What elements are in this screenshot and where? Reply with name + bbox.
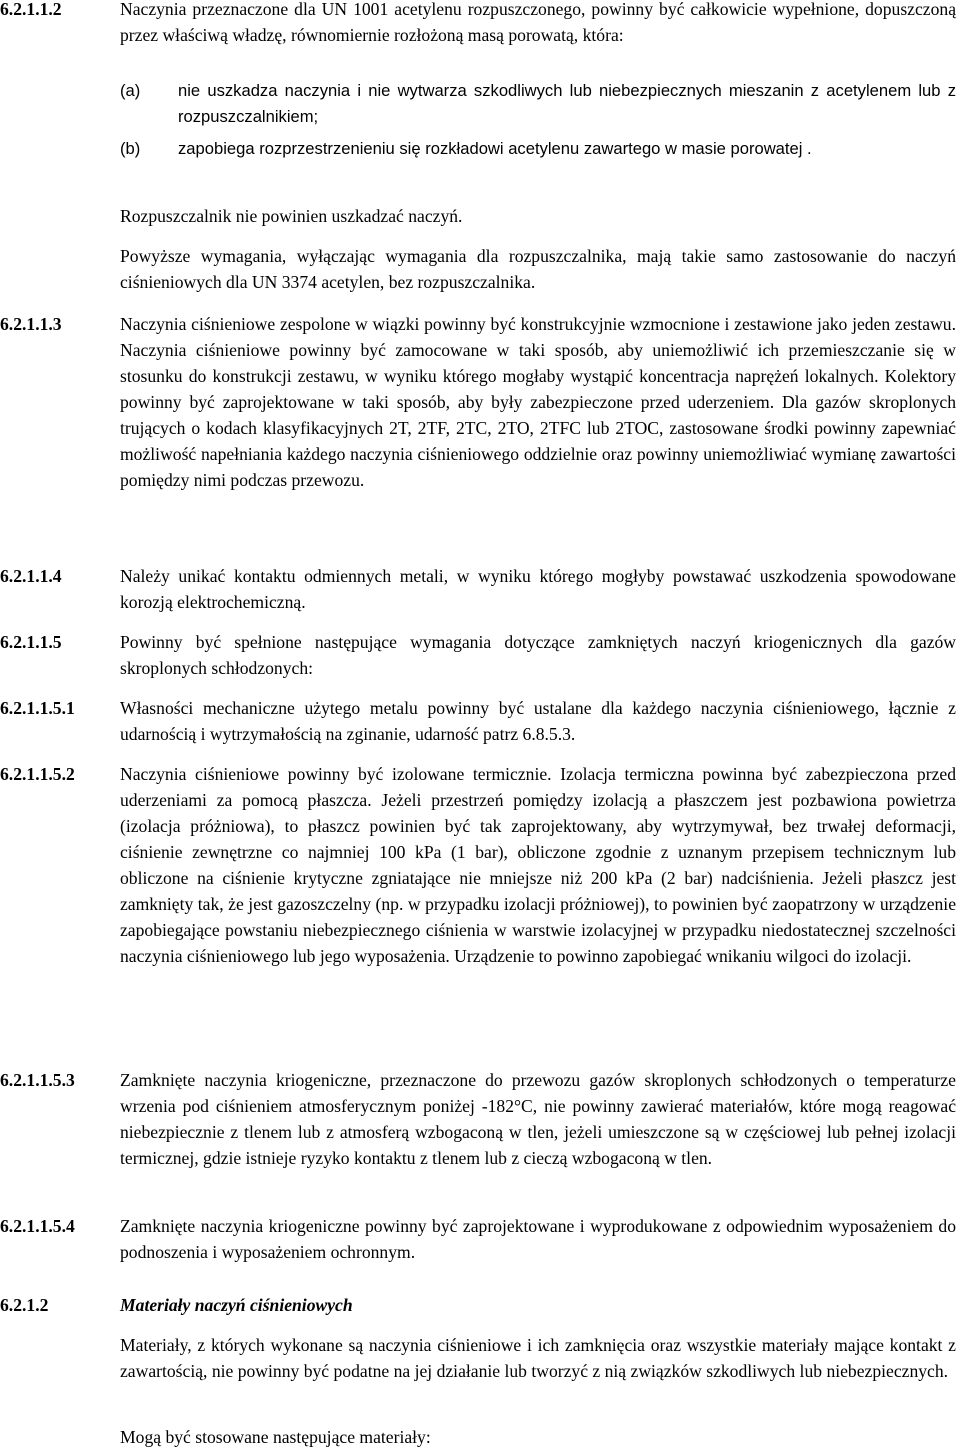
section-number: 6.2.1.1.3 (0, 314, 62, 334)
section-title: Materiały naczyń ciśnieniowych (120, 1295, 353, 1315)
section-text: Zamknięte naczynia kriogeniczne, przeznaczone do przewozu gazów skroplonych schłodzonych o temperaturze wrzenia pod ciśnieniem atmosferycznym poniżej -182°C, nie powinny zawierać materiałów, które mogą reagować niebezpiecznie z tlenem lub z atmosferą wzbogaconą w tlen, jeżeli umieszczone są w częściowej lub pełnej izolacji termicznej, gdzie istnieje ryzyko kontaktu z tlenem lub z cieczą wzbogaconą w tlen. (120, 1070, 956, 1168)
section-number: 6.2.1.1.5.2 (0, 764, 75, 784)
section-number: 6.2.1.1.2 (0, 0, 62, 19)
solvent-paragraph: Rozpuszczalnik nie powinien uszkadzać naczyń. (120, 206, 463, 226)
section-text: Własności mechaniczne użytego metalu powinny być ustalane dla każdego naczynia ciśnieniowego, łącznie z udarnością i wytrzymałością na zginanie, udarność patrz 6.8.5.3. (120, 698, 956, 744)
section-number: 6.2.1.1.5 (0, 632, 62, 652)
section-text: Naczynia przeznaczone dla UN 1001 acetylenu rozpuszczonego, powinny być całkowicie wypełnione, dopuszczoną przez właściwą władzę, równomiernie rozłożoną masą porowatą, która: (120, 0, 956, 45)
materials-paragraph: Materiały, z których wykonane są naczynia ciśnieniowe i ich zamknięcia oraz wszystkie materiały mające kontakt z zawartością, nie powinny być podatne na jej działanie lub tworzyć z nią związków szkodliwych lub niebezpiecznych. (120, 1335, 956, 1381)
list-item-text: nie uszkadza naczynia i nie wytwarza szkodliwych lub niebezpiecznych mieszanin z acetylenem lub z rozpuszczalnikiem; (178, 81, 956, 126)
list-item-text: zapobiega rozprzestrzenieniu się rozkładowi acetylenu zawartego w masie porowatej . (178, 139, 812, 158)
section-text: Zamknięte naczynia kriogeniczne powinny być zaprojektowane i wyprodukowane z odpowiednim wyposażeniem do podnoszenia i wyposażeniem ochronnym. (120, 1216, 956, 1262)
section-text: Powinny być spełnione następujące wymagania dotyczące zamkniętych naczyń kriogenicznych dla gazów skroplonych schłodzonych: (120, 632, 956, 678)
section-number: 6.2.1.1.5.1 (0, 698, 75, 718)
section-text: Należy unikać kontaktu odmiennych metali, w wyniku którego mogłyby powstawać uszkodzenia spowodowane korozją elektrochemiczną. (120, 566, 956, 612)
requirements-paragraph: Powyższe wymagania, wyłączając wymagania dla rozpuszczalnika, mają takie samo zastosowanie do naczyń ciśnieniowych dla UN 3374 acetylen, bez rozpuszczalnika. (120, 246, 956, 292)
list-item-label: (a) (120, 81, 141, 100)
section-number: 6.2.1.1.5.4 (0, 1216, 75, 1236)
list-item-label: (b) (120, 139, 141, 158)
section-text: Naczynia ciśnieniowe powinny być izolowane termicznie. Izolacja termiczna powinna być zabezpieczona przed uderzeniami za pomocą płaszcza. Jeżeli przestrzeń pomiędzy izolacją a płaszczem jest pozbawiona powietrza (izolacja próżniowa), to płaszcz powinien być tak zaprojektowany, aby wytrzymywał, bez trwałej deformacji, ciśnienie zewnętrzne co najmniej 100 kPa (1 bar), obliczone zgodnie z uznanym przepisem technicznym lub obliczone na ciśnienie krytyczne zgniatające nie mniejsze niż 200 kPa (2 bar) nadciśnienia. Jeżeli płaszcz jest zamknięty tak, że jest gazoszczelny (np. w przypadku izolacji próżniowej), to powinien być zaopatrzony w urządzenie zapobiegające powstaniu niebezpiecznego ciśnienia w warstwie izolacyjnej w przypadku niedostatecznej szczelności naczynia ciśnieniowego lub jego wyposażenia. Urządzenie to powinno zapobiegać wnikaniu wilgoci do izolacji. (120, 764, 956, 966)
section-text: Naczynia ciśnieniowe zespolone w wiązki powinny być konstrukcyjnie wzmocnione i zestawione jako jeden zestawu. Naczynia ciśnieniowe powinny być zamocowane w taki sposób, aby uniemożliwić ich przemieszczanie się w stosunku do konstrukcji zestawu, w wyniku którego mogłaby wystąpić koncentracja naprężeń lokalnych. Kolektory powinny być zaprojektowane w taki sposób, aby były zabezpieczone przed uderzeniem. Dla gazów skroplonych trujących o kodach klasyfikacyjnych 2T, 2TF, 2TC, 2TO, 2TFC lub 2TOC, zastosowane środki powinny zapewniać możliwość napełniania każdego naczynia ciśnieniowego oddzielnie oraz powinny uniemożliwiać wymianę zawartości pomiędzy nimi podczas przewozu. (120, 314, 956, 490)
materials-list-intro: Mogą być stosowane następujące materiały: (120, 1427, 431, 1447)
section-number: 6.2.1.2 (0, 1295, 49, 1315)
section-number: 6.2.1.1.4 (0, 566, 62, 586)
section-number: 6.2.1.1.5.3 (0, 1070, 75, 1090)
